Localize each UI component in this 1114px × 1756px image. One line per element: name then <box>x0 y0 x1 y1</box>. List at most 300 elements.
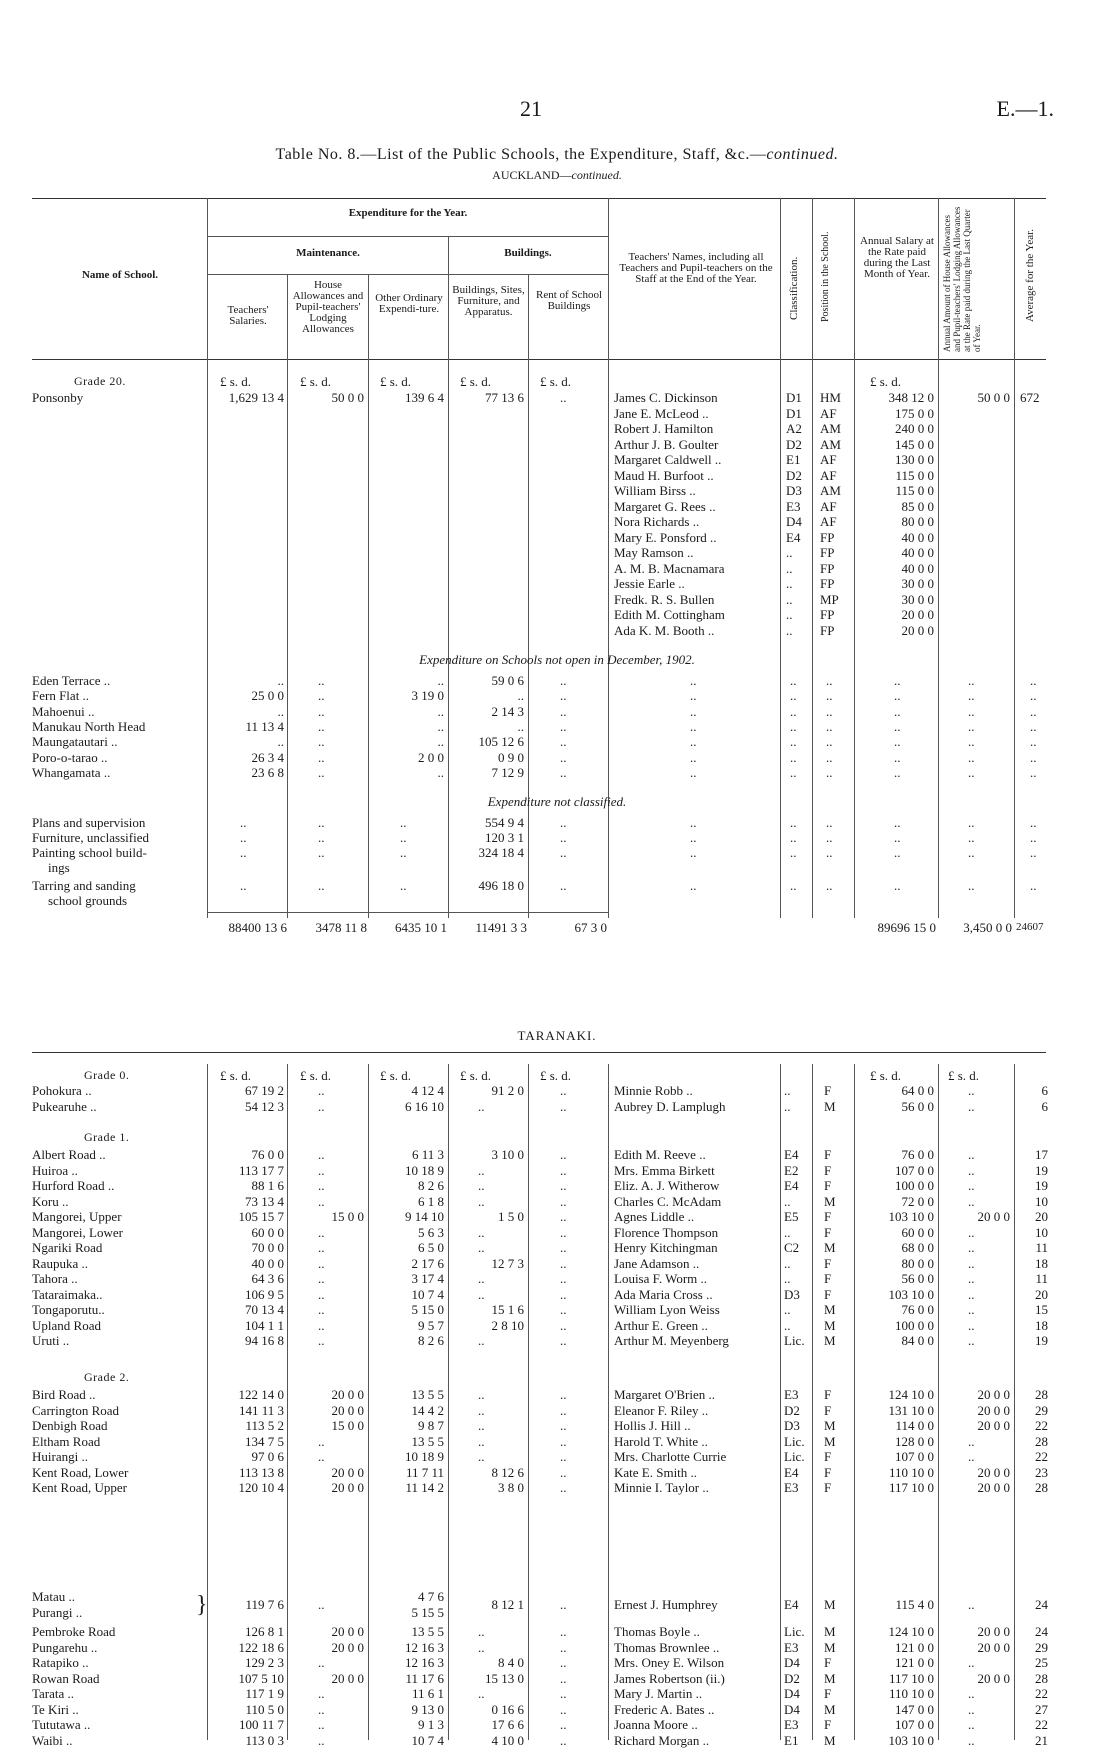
page-number: 21 <box>520 96 542 121</box>
school-name: Mangorei, Lower <box>32 1224 123 1240</box>
buildings-amount: 3 8 0 <box>498 1480 524 1495</box>
salary: 40 0 0 <box>901 529 934 545</box>
salary: 20 0 0 <box>901 622 934 638</box>
position: F <box>824 1686 832 1701</box>
school-name: Furniture, unclassified <box>32 830 149 845</box>
average: .. <box>1030 718 1037 734</box>
house-allowances: .. <box>318 1147 325 1162</box>
rent-amount: .. <box>560 764 567 780</box>
rent-amount: .. <box>560 703 567 719</box>
rent-amount: .. <box>560 1083 567 1098</box>
total-other: 6435 10 1 <box>395 920 447 935</box>
average: .. <box>1030 734 1037 750</box>
school-name: Matau .. <box>32 1589 75 1604</box>
other-expenditure: 4 12 4 <box>411 1083 444 1098</box>
position: .. <box>826 764 833 780</box>
rent-amount: .. <box>560 734 567 750</box>
classification: .. <box>790 673 797 688</box>
table-title: Table No. 8.—List of the Public Schools, the Expenditure, Staff, &c.—continued. <box>275 146 839 163</box>
teachers-salaries: 107 5 10 <box>238 1670 284 1686</box>
position: MP <box>820 591 839 607</box>
house-allowances: .. <box>318 1083 325 1098</box>
rent-amount: .. <box>560 1209 567 1224</box>
teachers-salaries: 113 5 2 <box>245 1418 284 1433</box>
salary: 121 0 0 <box>895 1639 934 1655</box>
other-expenditure: 12 16 3 <box>405 1655 444 1670</box>
house-allowances: .. <box>318 749 325 765</box>
annual-amount: .. <box>968 749 975 765</box>
position: F <box>824 1271 832 1286</box>
buildings-amount: 59 0 6 <box>491 673 524 688</box>
teachers-salaries: 104 1 1 <box>245 1317 284 1333</box>
annual-amount: 20 0 0 <box>977 1624 1010 1639</box>
other-expenditure: 5 15 5 <box>411 1605 444 1620</box>
teacher-name: .. <box>690 878 697 893</box>
other-expenditure: 9 14 10 <box>405 1209 444 1224</box>
teacher-name: Mrs. Charlotte Currie <box>614 1449 727 1464</box>
position: M <box>824 1333 836 1348</box>
total-salaries: 88400 13 6 <box>228 920 287 935</box>
totals-rule <box>207 912 608 913</box>
header-salary: Annual Salary at the Rate paid during the Last Month of Year. <box>860 235 934 280</box>
classification: D4 <box>786 514 802 529</box>
currency-header: £ s. d. <box>870 374 902 389</box>
rent-amount: .. <box>560 688 567 704</box>
annual-amount: .. <box>968 1083 975 1098</box>
col-divider <box>368 274 369 918</box>
rent-amount: .. <box>560 1418 567 1433</box>
school-name: Tataraimaka.. <box>32 1286 103 1302</box>
other-expenditure: 5 15 0 <box>411 1302 444 1317</box>
buildings-amount: 2 14 3 <box>491 703 524 719</box>
total-average: 24607 <box>1016 921 1044 933</box>
annual-amount: .. <box>968 1732 975 1748</box>
annual-amount: 20 0 0 <box>977 1670 1010 1686</box>
position: M <box>824 1418 836 1433</box>
salary: .. <box>894 815 901 830</box>
header-bottom-rule <box>32 359 1046 360</box>
buildings-amount: .. <box>478 1449 485 1464</box>
school-name: Kent Road, Upper <box>32 1480 127 1495</box>
buildings-amount: .. <box>478 1418 485 1433</box>
col-divider <box>780 1064 781 1740</box>
salary: 100 0 0 <box>895 1178 934 1193</box>
classification: .. <box>784 1224 791 1240</box>
currency-header: £ s. d. <box>380 374 412 389</box>
teacher-name: .. <box>690 815 697 830</box>
salary: 348 12 0 <box>888 390 934 405</box>
buildings-amount: 496 18 0 <box>478 878 524 893</box>
average: 10 <box>1035 1224 1048 1240</box>
teacher-name: Edith M. Cottingham <box>614 607 725 622</box>
teachers-salaries: 73 13 4 <box>245 1193 284 1209</box>
teachers-salaries: 134 7 5 <box>245 1433 284 1449</box>
annual-amount: 20 0 0 <box>977 1639 1010 1655</box>
salary: 110 10 0 <box>888 1686 934 1701</box>
salary: 121 0 0 <box>895 1655 934 1670</box>
salary: .. <box>894 734 901 750</box>
other-expenditure: 10 18 9 <box>405 1449 444 1464</box>
classification: D1 <box>786 405 802 421</box>
rent-amount: .. <box>560 1686 567 1701</box>
other-expenditure: 12 16 3 <box>405 1639 444 1655</box>
annual-amount: .. <box>968 845 975 860</box>
classification: E1 <box>786 452 801 467</box>
annual-amount: .. <box>968 734 975 750</box>
classification: E4 <box>786 529 801 545</box>
salary: 80 0 0 <box>901 1255 934 1271</box>
position: F <box>824 1162 832 1178</box>
position: .. <box>826 749 833 765</box>
position: F <box>824 1480 832 1495</box>
school-name: Uruti .. <box>32 1333 70 1348</box>
other-expenditure: 4 7 6 <box>418 1589 444 1604</box>
house-allowances: .. <box>318 1433 325 1449</box>
annual-amount: .. <box>968 1255 975 1271</box>
other-expenditure: .. <box>400 878 407 893</box>
teachers-salaries: 126 8 1 <box>245 1624 284 1639</box>
annual-amount: .. <box>968 1178 975 1193</box>
buildings-amount: .. <box>478 1402 485 1418</box>
classification: .. <box>784 1255 791 1271</box>
annual-amount: .. <box>968 718 975 734</box>
other-expenditure: 9 8 7 <box>418 1418 444 1433</box>
other-expenditure: 13 5 5 <box>411 1624 444 1639</box>
annual-amount: .. <box>968 815 975 830</box>
classification: .. <box>790 749 797 765</box>
salary: 40 0 0 <box>901 560 934 576</box>
grade-label: Grade 20. <box>74 374 126 388</box>
salary: 85 0 0 <box>901 498 934 514</box>
average: 22 <box>1035 1717 1048 1732</box>
house-allowances: 20 0 0 <box>331 1670 364 1686</box>
teachers-salaries: .. <box>277 673 284 688</box>
teachers-salaries: 11 13 4 <box>245 718 284 734</box>
classification: .. <box>790 845 797 860</box>
buildings-amount: 0 9 0 <box>498 749 524 765</box>
classification: .. <box>786 560 793 576</box>
house-allowances: 50 0 0 <box>331 390 364 405</box>
buildings-amount: .. <box>517 718 524 734</box>
classification: .. <box>790 764 797 780</box>
house-allowances: 20 0 0 <box>331 1387 364 1402</box>
school-name: Poro-o-tarao .. <box>32 749 108 765</box>
document-code: E.—1. <box>996 96 1054 121</box>
teachers-salaries: 1,629 13 4 <box>228 390 284 405</box>
annual-amount: .. <box>968 1240 975 1255</box>
house-allowances: .. <box>318 1224 325 1240</box>
classification: Lic. <box>784 1433 805 1449</box>
classification: .. <box>790 688 797 704</box>
position: F <box>824 1255 832 1271</box>
teacher-name: Ada K. M. Booth .. <box>614 622 715 638</box>
col-divider <box>528 274 529 918</box>
classification: Lic. <box>784 1333 805 1348</box>
average: 28 <box>1035 1670 1048 1686</box>
school-name: Whangamata .. <box>32 764 111 780</box>
school-name: Tahora .. <box>32 1271 78 1286</box>
school-name: Tarring and sanding <box>32 878 136 893</box>
classification: .. <box>786 622 793 638</box>
header-rent: Rent of School Buildings <box>536 289 602 312</box>
region-heading: AUCKLAND—continued. <box>492 168 622 182</box>
annual-amount: .. <box>968 1193 975 1209</box>
rent-amount: .. <box>560 1464 567 1480</box>
rent-amount: .. <box>560 878 567 893</box>
teacher-name: A. M. B. Macnamara <box>614 560 725 576</box>
average: 19 <box>1035 1178 1048 1193</box>
average: 22 <box>1035 1418 1048 1433</box>
teacher-name: Jane E. McLeod .. <box>614 405 709 421</box>
other-expenditure: .. <box>437 673 444 688</box>
annual-amount: 20 0 0 <box>977 1464 1010 1480</box>
classification: .. <box>790 734 797 750</box>
teachers-salaries: 97 0 6 <box>251 1449 284 1464</box>
teacher-name: Edith M. Reeve .. <box>614 1147 706 1162</box>
classification: D4 <box>784 1686 800 1701</box>
salary: 117 10 0 <box>888 1480 934 1495</box>
rent-amount: .. <box>560 815 567 830</box>
classification: E4 <box>784 1147 799 1162</box>
buildings-amount: 324 18 4 <box>478 845 524 860</box>
teacher-name: James Robertson (ii.) <box>614 1670 725 1686</box>
region-heading-taranaki: TARANAKI. <box>517 1028 597 1043</box>
teachers-salaries: 40 0 0 <box>251 1255 284 1271</box>
teacher-name: Frederic A. Bates .. <box>614 1701 715 1717</box>
classification: C2 <box>784 1240 800 1255</box>
school-name: Te Kiri .. <box>32 1701 79 1717</box>
classification: A2 <box>786 421 802 436</box>
average: 6 <box>1041 1083 1048 1098</box>
average: 25 <box>1035 1655 1048 1670</box>
col-divider <box>780 198 781 918</box>
col-divider <box>938 198 939 918</box>
other-expenditure: 139 6 4 <box>405 390 444 405</box>
school-name: ings <box>48 860 70 875</box>
section-heading-not-classified: Expenditure not classified. <box>487 794 627 809</box>
school-name: Plans and supervision <box>32 815 146 830</box>
classification: D2 <box>786 467 802 483</box>
buildings-amount: .. <box>478 1624 485 1639</box>
position: M <box>824 1732 836 1748</box>
other-expenditure: 11 6 1 <box>411 1686 444 1701</box>
annual-amount: .. <box>968 673 975 688</box>
salary: 115 4 0 <box>895 1597 934 1612</box>
buildings-amount: 8 12 6 <box>491 1464 524 1480</box>
teachers-salaries: .. <box>277 734 284 750</box>
average: .. <box>1030 703 1037 719</box>
average: 672 <box>1020 390 1040 405</box>
position: F <box>824 1402 832 1418</box>
school-name: Pohokura .. <box>32 1083 92 1098</box>
annual-amount: .. <box>968 1162 975 1178</box>
average: .. <box>1030 878 1037 893</box>
salary: 20 0 0 <box>901 607 934 622</box>
annual-amount: .. <box>968 703 975 719</box>
teacher-name: Eleanor F. Riley .. <box>614 1402 709 1418</box>
header-other-ordinary: Other Ordinary Expendi-ture. <box>375 292 443 315</box>
grade-label: Grade 2. <box>84 1370 130 1384</box>
salary: .. <box>894 830 901 845</box>
annual-amount: 20 0 0 <box>977 1480 1010 1495</box>
header-annual-amount: Annual Amount of House Allowances and Pupil-teachers' Lodging Allowances at the Rate paid during the Last Quarter of Year. <box>942 206 982 352</box>
teachers-salaries: .. <box>240 878 247 893</box>
school-name: Ratapiko .. <box>32 1655 89 1670</box>
average: .. <box>1030 749 1037 765</box>
col-divider <box>812 198 813 918</box>
teacher-name: Henry Kitchingman <box>614 1240 718 1255</box>
annual-amount: 20 0 0 <box>977 1402 1010 1418</box>
average: 18 <box>1035 1317 1048 1333</box>
buildings-amount: .. <box>478 1224 485 1240</box>
teachers-salaries: 110 5 0 <box>245 1701 284 1717</box>
teachers-salaries: 122 18 6 <box>238 1639 284 1655</box>
average: .. <box>1030 688 1037 704</box>
salary: 68 0 0 <box>901 1240 934 1255</box>
classification: E5 <box>784 1209 799 1224</box>
header-subrule-2 <box>207 274 608 275</box>
school-name: Albert Road .. <box>32 1147 106 1162</box>
teachers-salaries: 100 11 7 <box>238 1717 284 1732</box>
rent-amount: .. <box>560 1240 567 1255</box>
rent-amount: .. <box>560 1655 567 1670</box>
buildings-amount: .. <box>478 1639 485 1655</box>
position: M <box>824 1701 836 1717</box>
teacher-name: Hollis J. Hill .. <box>614 1418 691 1433</box>
rent-amount: .. <box>560 1271 567 1286</box>
buildings-amount: 15 1 6 <box>491 1302 524 1317</box>
teacher-name: Robert J. Hamilton <box>614 421 714 436</box>
rent-amount: .. <box>560 718 567 734</box>
teachers-salaries: .. <box>277 703 284 719</box>
teacher-name: .. <box>690 830 697 845</box>
rent-amount: .. <box>560 1178 567 1193</box>
annual-amount: .. <box>968 1449 975 1464</box>
teacher-name: .. <box>690 718 697 734</box>
house-allowances: .. <box>318 1449 325 1464</box>
currency-header: £ s. d. <box>870 1068 902 1083</box>
classification: E4 <box>784 1464 799 1480</box>
teacher-name: .. <box>690 673 697 688</box>
classification: E3 <box>784 1387 799 1402</box>
average: 17 <box>1035 1147 1048 1162</box>
position: F <box>824 1147 832 1162</box>
average: 29 <box>1035 1402 1048 1418</box>
average: 19 <box>1035 1162 1048 1178</box>
buildings-amount: .. <box>478 1162 485 1178</box>
house-allowances: .. <box>318 1597 325 1612</box>
other-expenditure: 13 5 5 <box>411 1433 444 1449</box>
classification: .. <box>784 1302 791 1317</box>
average: 28 <box>1035 1480 1048 1495</box>
position: F <box>824 1717 832 1732</box>
classification: .. <box>784 1317 791 1333</box>
school-name: Upland Road <box>32 1317 101 1333</box>
col-divider <box>207 198 208 918</box>
annual-amount: .. <box>968 1717 975 1732</box>
annual-amount: 20 0 0 <box>977 1418 1010 1433</box>
school-name: Eden Terrace .. <box>32 673 111 688</box>
school-name: Carrington Road <box>32 1402 120 1418</box>
teachers-salaries: 60 0 0 <box>251 1224 284 1240</box>
position: M <box>824 1433 836 1449</box>
average: 20 <box>1035 1209 1048 1224</box>
buildings-amount: .. <box>478 1193 485 1209</box>
salary: 240 0 0 <box>895 421 934 436</box>
other-expenditure: 11 14 2 <box>405 1480 444 1495</box>
salary: .. <box>894 688 901 704</box>
rent-amount: .. <box>560 1701 567 1717</box>
teachers-salaries: 113 0 3 <box>245 1732 284 1748</box>
house-allowances: .. <box>318 764 325 780</box>
average: 18 <box>1035 1255 1048 1271</box>
teachers-salaries: 23 6 8 <box>251 764 284 780</box>
teachers-salaries: .. <box>240 845 247 860</box>
salary: 130 0 0 <box>895 452 934 467</box>
position: .. <box>826 688 833 704</box>
position: FP <box>820 622 835 638</box>
rent-amount: .. <box>560 1717 567 1732</box>
currency-header: £ s. d. <box>460 374 492 389</box>
teacher-name: Arthur J. B. Goulter <box>614 436 719 452</box>
rent-amount: .. <box>560 1302 567 1317</box>
annual-amount: .. <box>968 830 975 845</box>
annual-amount: .. <box>968 1271 975 1286</box>
buildings-amount: .. <box>517 688 524 704</box>
buildings-amount: 1 5 0 <box>498 1209 524 1224</box>
school-name: school grounds <box>48 893 128 908</box>
buildings-amount: .. <box>478 1387 485 1402</box>
salary: 175 0 0 <box>895 405 934 421</box>
average: 21 <box>1035 1732 1048 1748</box>
rent-amount: .. <box>560 1624 567 1639</box>
house-allowances: .. <box>318 815 325 830</box>
salary: 56 0 0 <box>901 1271 934 1286</box>
other-expenditure: 11 17 6 <box>405 1670 444 1686</box>
other-expenditure: .. <box>437 718 444 734</box>
other-expenditure: 6 1 8 <box>418 1193 444 1209</box>
teacher-name: Margaret O'Brien .. <box>614 1387 716 1402</box>
classification: E1 <box>784 1732 799 1748</box>
house-allowances: .. <box>318 688 325 704</box>
buildings-amount: 8 12 1 <box>491 1597 524 1612</box>
position: .. <box>826 845 833 860</box>
position: .. <box>826 718 833 734</box>
salary: .. <box>894 703 901 719</box>
teacher-name: Jessie Earle .. <box>614 576 685 591</box>
position: FP <box>820 576 835 591</box>
buildings-amount: 105 12 6 <box>478 734 524 750</box>
teachers-salaries: .. <box>240 830 247 845</box>
teachers-salaries: 122 14 0 <box>238 1387 284 1402</box>
col-divider <box>608 198 609 918</box>
teacher-name: Arthur E. Green .. <box>614 1317 708 1333</box>
teachers-salaries: 106 9 5 <box>245 1286 284 1302</box>
annual-amount: 20 0 0 <box>977 1387 1010 1402</box>
teacher-name: Ada Maria Cross .. <box>614 1286 713 1302</box>
average: 29 <box>1035 1639 1048 1655</box>
classification: Lic. <box>784 1449 805 1464</box>
teacher-name: .. <box>690 764 697 780</box>
other-expenditure: 11 7 11 <box>405 1464 444 1480</box>
house-allowances: 20 0 0 <box>331 1624 364 1639</box>
salary: 103 10 0 <box>888 1732 934 1748</box>
classification: D3 <box>784 1418 800 1433</box>
buildings-amount: 554 9 4 <box>485 815 524 830</box>
position: M <box>824 1639 836 1655</box>
school-name: Maungatautari .. <box>32 734 118 750</box>
average: 23 <box>1035 1464 1048 1480</box>
